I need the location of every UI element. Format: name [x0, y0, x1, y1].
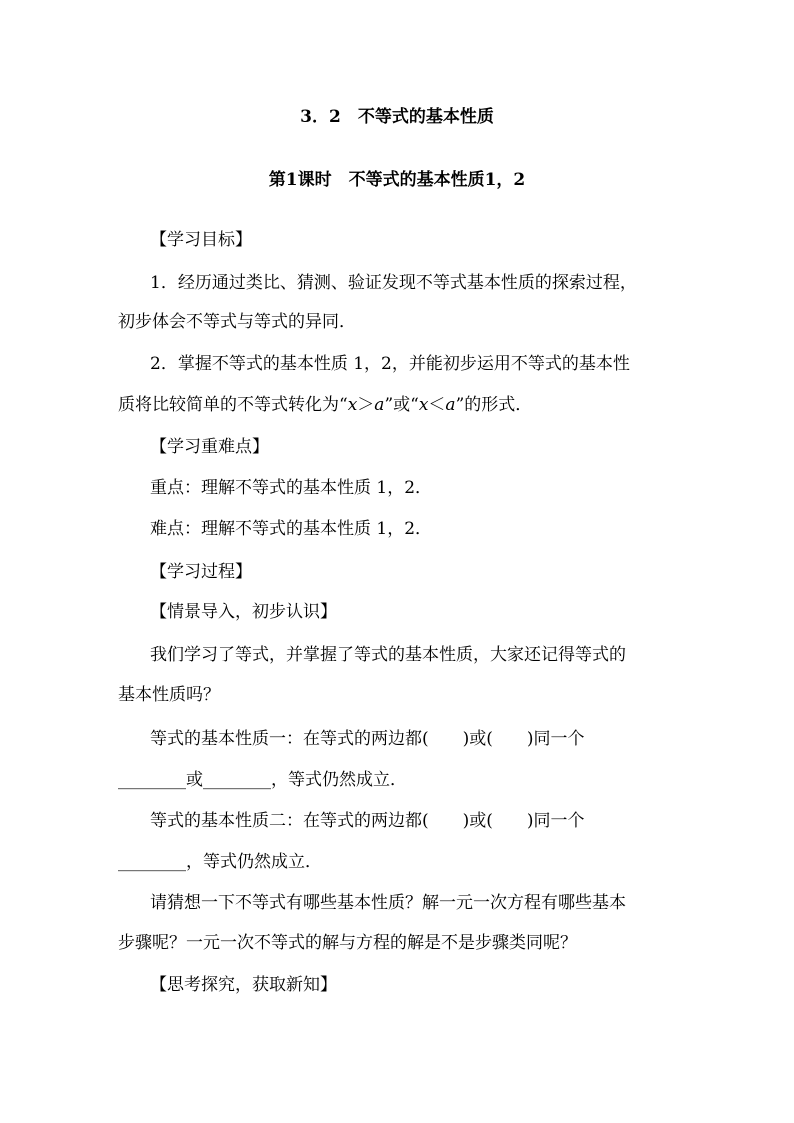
less-than-symbol: ＜: [428, 395, 446, 415]
difficult-point: 难点：理解不等式的基本性质 1，2．: [150, 519, 433, 539]
explore-heading: 【思考探究，获取新知】: [150, 975, 337, 995]
math-variable-x: x: [418, 395, 429, 415]
property1-line1: 等式的基本性质一：在等式的两边都( )或( )同一个: [150, 729, 585, 749]
goal1-line2: 初步体会不等式与等式的异同．: [118, 312, 356, 332]
scene-paragraph-line2: 基本性质吗？: [118, 685, 220, 705]
greater-than-symbol: ＞: [357, 395, 375, 415]
scene-heading: 【情景导入，初步认识】: [150, 602, 337, 622]
lesson-title: 3．2 不等式的基本性质: [300, 107, 494, 127]
math-variable-a: a: [445, 395, 456, 415]
key-point: 重点：理解不等式的基本性质 1，2．: [150, 478, 433, 498]
guess-line2: 步骤呢？一元一次不等式的解与方程的解是不是步骤类同呢？: [118, 933, 577, 953]
goal2-text-c: ”的形式．: [455, 395, 533, 415]
property2-line2: ________，等式仍然成立．: [118, 852, 322, 872]
math-variable-a: a: [374, 395, 385, 415]
scene-paragraph-line1: 我们学习了等式，并掌握了等式的基本性质，大家还记得等式的: [150, 645, 626, 665]
goal2-line1: 2．掌握不等式的基本性质 1，2，并能初步运用不等式的基本性: [150, 354, 630, 374]
key-heading: 【学习重难点】: [150, 437, 269, 457]
property1-line2: ________或________，等式仍然成立．: [118, 770, 407, 790]
goal2-text-a: 质将比较简单的不等式转化为“: [118, 395, 348, 415]
guess-line1: 请猜想一下不等式有哪些基本性质？解一元一次方程有哪些基本: [150, 893, 626, 913]
property2-line1: 等式的基本性质二：在等式的两边都( )或( )同一个: [150, 811, 585, 831]
goals-heading: 【学习目标】: [150, 230, 252, 250]
goal1-line1: 1．经历通过类比、猜测、验证发现不等式基本性质的探索过程，: [150, 273, 637, 293]
goal2-line2: [118, 393, 532, 417]
goal2-text-b: ”或“: [384, 395, 419, 415]
process-heading: 【学习过程】: [150, 562, 252, 582]
lesson-subtitle: 第1课时 不等式的基本性质1，2: [268, 170, 526, 190]
math-variable-x: x: [347, 395, 358, 415]
